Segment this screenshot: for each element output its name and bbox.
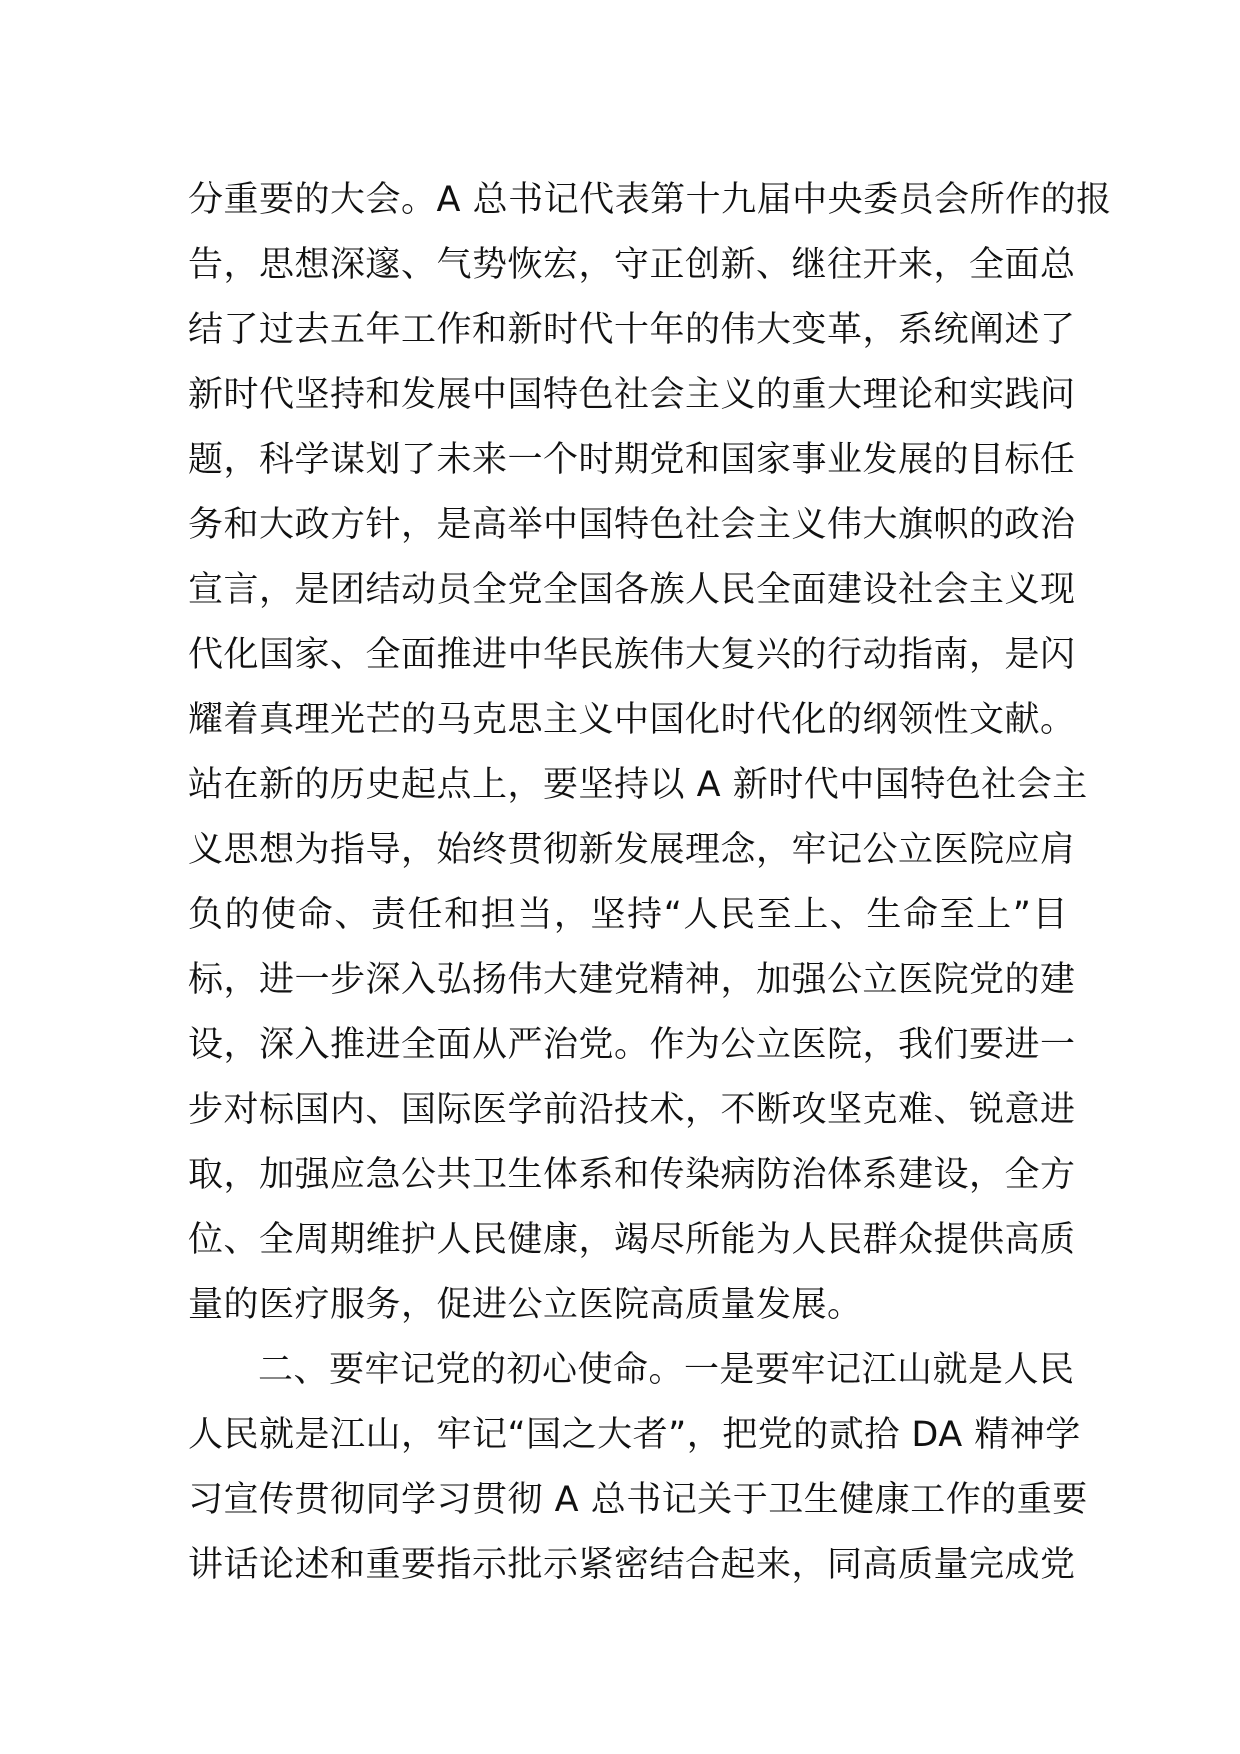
text-line: 人民就是江山，牢记“国之大者”，把党的贰拾 DA 精神学 <box>188 1415 1081 1455</box>
text-line: 宣言，是团结动员全党全国各族人民全面建设社会主义现 <box>188 570 1076 610</box>
text-line: 耀着真理光芒的马克思主义中国化时代化的纲领性文献。 <box>188 700 1076 740</box>
text-line: 告，思想深邃、气势恢宏，守正创新、继往开来，全面总 <box>188 245 1076 285</box>
text-line: 站在新的历史起点上，要坚持以 A 新时代中国特色社会主 <box>188 765 1088 805</box>
paragraph-end-line: 量的医疗服务，促进公立医院高质量发展。 <box>188 1285 863 1325</box>
text-line: 分重要的大会。A 总书记代表第十九届中央委员会所作的报 <box>188 180 1112 220</box>
text-line: 设，深入推进全面从严治党。作为公立医院，我们要进一 <box>188 1025 1076 1065</box>
text-line: 步对标国内、国际医学前沿技术，不断攻坚克难、锐意进 <box>188 1090 1076 1130</box>
text-line: 新时代坚持和发展中国特色社会主义的重大理论和实践问 <box>188 375 1076 415</box>
section-heading-line: 二、要牢记党的初心使命。一是要牢记江山就是人民 <box>258 1350 1075 1390</box>
text-line: 义思想为指导，始终贯彻新发展理念，牢记公立医院应肩 <box>188 830 1076 870</box>
text-line: 标，进一步深入弘扬伟大建党精神，加强公立医院党的建 <box>188 960 1076 1000</box>
text-line: 题，科学谋划了未来一个时期党和国家事业发展的目标任 <box>188 440 1076 480</box>
text-line: 结了过去五年工作和新时代十年的伟大变革，系统阐述了 <box>188 310 1076 350</box>
text-line: 讲话论述和重要指示批示紧密结合起来，同高质量完成党 <box>188 1545 1076 1585</box>
text-line: 习宣传贯彻同学习贯彻 A 总书记关于卫生健康工作的重要 <box>188 1480 1088 1520</box>
text-line: 务和大政方针，是高举中国特色社会主义伟大旗帜的政治 <box>188 505 1076 545</box>
document-body <box>188 168 1112 1598</box>
text-line: 负的使命、责任和担当，坚持“人民至上、生命至上”目 <box>188 895 1068 935</box>
text-line: 代化国家、全面推进中华民族伟大复兴的行动指南，是闪 <box>188 635 1076 675</box>
text-line: 位、全周期维护人民健康，竭尽所能为人民群众提供高质 <box>188 1220 1076 1260</box>
text-line: 取，加强应急公共卫生体系和传染病防治体系建设，全方 <box>188 1155 1076 1195</box>
